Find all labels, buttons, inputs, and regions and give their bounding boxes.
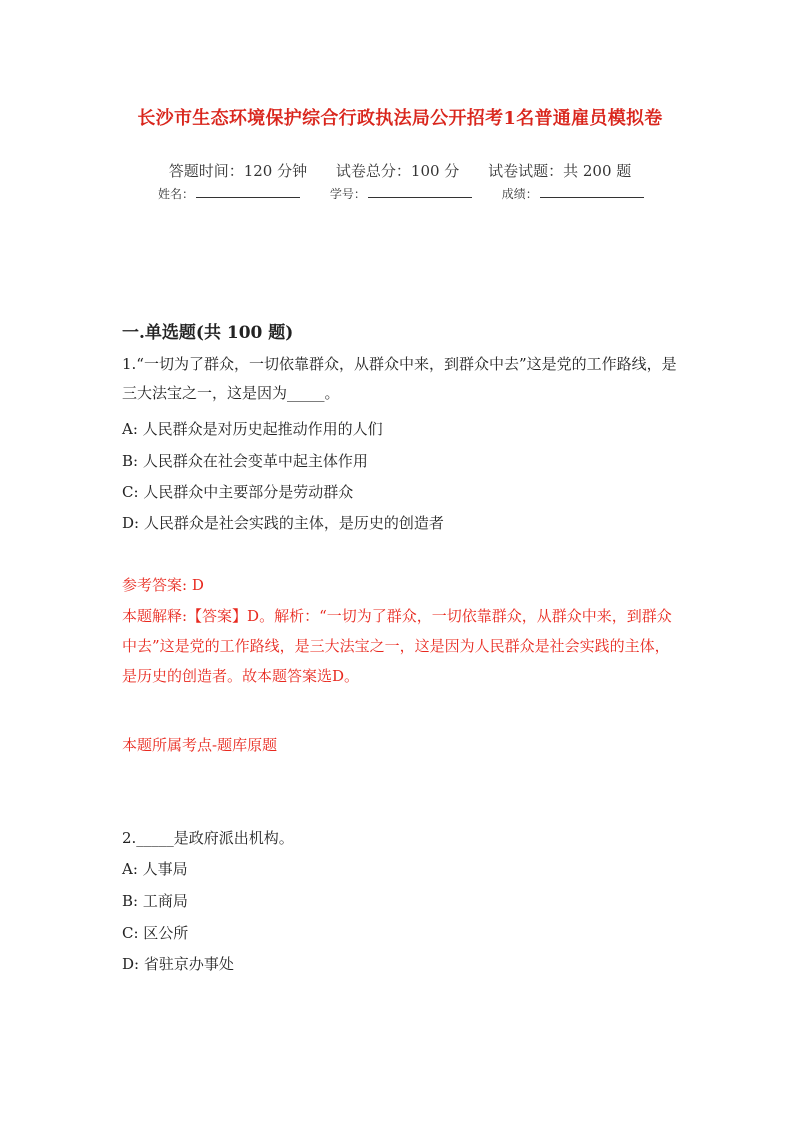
id-label: 学号：: [329, 187, 366, 201]
name-label: 姓名：: [158, 187, 195, 201]
question-2-option-a: A: 人事局: [122, 860, 188, 878]
exam-total-score: 试卷总分：100 分: [335, 162, 460, 180]
question-1-text: 1.“一切为了群众，一切依靠群众，从群众中来，到群众中去”这是党的工作路线，是三大法宝之一，这是因为_____。: [122, 355, 677, 402]
question-1-option-d: D: 人民群众是社会实践的主体，是历史的创造者: [122, 514, 444, 532]
question-2-text: 2._____是政府派出机构。: [122, 829, 294, 847]
section-title: 一.单选题(共 100 题): [122, 323, 294, 343]
score-field: [502, 185, 644, 202]
question-2-option-c: C: 区公所: [122, 924, 189, 942]
name-blank: [196, 185, 300, 198]
page-title: 长沙市生态环境保护综合行政执法局公开招考1名普通雇员模拟卷: [137, 108, 663, 129]
exam-meta: [0, 160, 800, 181]
question-1-option-a: A: 人民群众是对历史起推动作用的人们: [122, 420, 383, 438]
question-1-point: 本题所属考点-题库原题: [122, 736, 278, 754]
exam-time: 答题时间：120 分钟: [168, 162, 308, 180]
name-field: [158, 185, 300, 202]
exam-question-count: 试卷试题：共 200 题: [488, 162, 632, 180]
score-blank: [540, 185, 644, 198]
question-2-option-d: D: 省驻京办事处: [122, 955, 234, 973]
question-1-explanation: 本题解释:【答案】D。解析：“一切为了群众，一切依靠群众，从群众中来，到群众中去”这是党的工作路线，是三大法宝之一，这是因为人民群众是社会实践的主体，是历史的创造者。故本题答案选D。: [122, 607, 672, 685]
student-info: [158, 185, 670, 202]
question-2-option-b: B: 工商局: [122, 892, 188, 910]
question-1-option-c: C: 人民群众中主要部分是劳动群众: [122, 483, 354, 501]
id-blank: [368, 185, 472, 198]
question-1-option-b: B: 人民群众在社会变革中起主体作用: [122, 452, 368, 470]
score-label: 成绩：: [501, 187, 538, 201]
id-field: [330, 185, 472, 202]
question-1-answer: 参考答案: D: [122, 576, 204, 594]
